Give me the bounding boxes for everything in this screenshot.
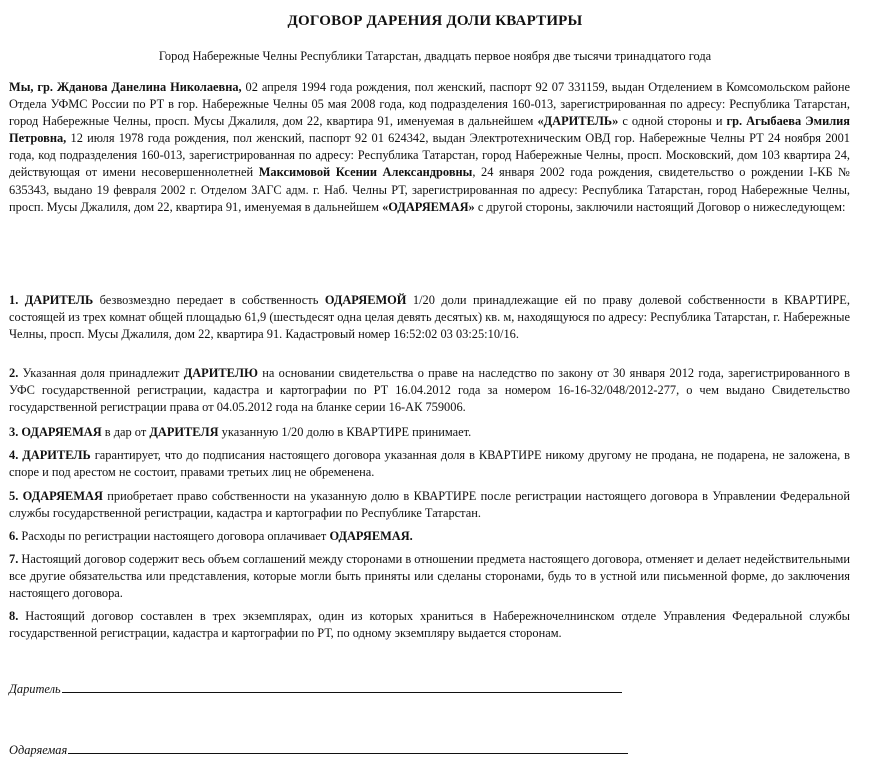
clause-4-number: 4. <box>9 448 19 462</box>
clause-1-text-a: безвозмездно передает в собственность <box>93 293 325 307</box>
clause-3-number: 3. <box>9 425 19 439</box>
clause-2-text-a: Указанная доля принадлежит <box>18 366 184 380</box>
clause-6 <box>9 528 850 545</box>
intro-lead: Мы, <box>9 80 34 94</box>
clause-3-recipient: ОДАРЯЕМАЯ <box>21 425 102 439</box>
donor-name: гр. Жданова Данелина Николаевна, <box>37 80 242 94</box>
clause-6-recipient: ОДАРЯЕМАЯ. <box>329 529 413 543</box>
donor-signature-label: Даритель <box>9 682 61 696</box>
recipient-signature-label: Одаряемая <box>9 743 68 757</box>
clause-5-text: приобретает право собственности на указанную долю в КВАРТИРЕ после регистрации настоящего договора в Управлении Федеральной службы государственной регистрации, кадастра и картографии по Республике Татарстан. <box>9 489 850 521</box>
minor-name: Максимовой Ксении Александровны <box>258 165 473 180</box>
clause-6-text: Расходы по регистрации настоящего договора оплачивает <box>18 529 330 543</box>
clause-2 <box>9 365 850 416</box>
recipient-signature-line <box>68 743 628 754</box>
recipient-details: 12 июля 1978 года рождения, пол женский, паспорт 92 01 624342, выдан Электротехническим ОВД гор. Набережные Челны РТ 24 ноября 2001 года, код подразделения 160-013, зарегистрированная по адресу: Республика Татарстан, город Набережные Челны, просп. Московский, дом 103 квартира 24, действующая от имени несовершеннолетней <box>9 131 850 180</box>
clause-5 <box>9 488 850 522</box>
recipient-name: гр. Агыбаева Эмилия Петровна, <box>9 114 851 146</box>
clause-5-number: 5. <box>9 489 19 503</box>
clause-4 <box>9 447 850 481</box>
clause-1-text-b: 1/20 доли принадлежащие ей по праву долевой собственности в КВАРТИРЕ, состоящей из трех комнат общей площадью 61,9 (шестьдесят одна целая девять десятых) кв. м, находящуюся по адресу: Республика Татарстан, г. Набережные Челны, просп. Мусы Джалиля, дом 22, квартира 91. Кадастровый номер 16:52:02 03 03:25:10/16. <box>9 293 850 342</box>
clause-7 <box>9 551 850 602</box>
clause-1 <box>9 292 850 343</box>
intro-closing: с другой стороны, заключили настоящий Договор о нижеследующем: <box>474 199 846 214</box>
clause-5-recipient: ОДАРЯЕМАЯ <box>22 489 103 503</box>
intro-connector: с одной стороны и <box>618 114 727 129</box>
clause-4-donor: ДАРИТЕЛЬ <box>22 448 91 462</box>
clause-4-text: гарантирует, что до подписания настоящего договора указанная доля в КВАРТИРЕ никому другому не продана, не подарена, не заложена, в споре и под арестом не состоит, правами третьих лиц не обременена. <box>9 448 850 480</box>
clause-6-number: 6. <box>9 529 19 543</box>
clause-1-donor: ДАРИТЕЛЬ <box>24 293 94 307</box>
clause-8-text: Настоящий договор составлен в трех экземплярах, один из которых храниться в Набережночелнинском отделе Управления Федеральной службы государственной регистрации, кадастра и картографии по РТ, по одному экземпляру выдается сторонам. <box>9 609 850 641</box>
clause-8-number: 8. <box>9 609 19 623</box>
clause-1-number: 1. <box>9 293 19 307</box>
donor-role: «ДАРИТЕЛЬ» <box>537 114 619 129</box>
parties-intro <box>9 79 850 216</box>
place-and-date: Город Набережные Челны Республики Татарстан, двадцать первое ноября две тысячи тринадцатого года <box>158 49 712 63</box>
document-title: ДОГОВОР ДАРЕНИЯ ДОЛИ КВАРТИРЫ <box>287 13 583 29</box>
donor-details: 02 апреля 1994 года рождения, пол женский, паспорт 92 07 331159, выдан Отделением в Комсомольском районе Отдела УФМС России по РТ в гор. Набережные Челны 05 мая 2008 года, код подразделения 160-013, зарегистрированная по адресу: Республика Татарстан, город Набережные Челны, просп. Мусы Джалиля, дом 22, квартира 91, именуемая в дальнейшем <box>9 80 851 129</box>
clause-3-text-b: указанную 1/20 долю в КВАРТИРЕ принимает. <box>218 425 472 439</box>
donor-signature-line <box>62 682 622 693</box>
clause-7-number: 7. <box>9 552 19 566</box>
recipient-role: «ОДАРЯЕМАЯ» <box>382 199 475 214</box>
clause-2-text-b: на основании свидетельства о праве на наследство по закону от 30 января 2012 года, зарегистрированного в УФС государственной регистрации, кадастра и картографии по РТ 16.04.2012 года за номером 16-16-32/048/2012-277, о чем выдано Свидетельство государственной регистрации права от 04.05.2012 года на бланке серии 16-АК 759006. <box>9 366 851 415</box>
clause-3-donor: ДАРИТЕЛЯ <box>149 425 219 439</box>
clause-8 <box>9 608 850 642</box>
clause-3 <box>9 424 850 441</box>
clause-7-text: Настоящий договор содержит весь объем соглашений между сторонами в отношении предмета настоящего договора, отменяет и делает недействительными все другие обязательства или представления, которые могли быть приняты или сделаны сторонами, будь то в устной или письменной форме, до заключения настоящего договора. <box>9 552 850 601</box>
clause-3-text-a: в дар от <box>101 425 150 439</box>
clause-2-number: 2. <box>9 366 19 380</box>
clause-2-donor: ДАРИТЕЛЮ <box>183 366 258 380</box>
recipient-signature <box>9 743 628 758</box>
clause-1-recipient: ОДАРЯЕМОЙ <box>324 293 407 307</box>
minor-details: , 24 января 2002 года рождения, свидетельство о рождении I-КБ № 635343, выдано 19 февраля 2002 г. Отделом ЗАГС адм. г. Наб. Челны РТ, зарегистрированная по адресу: Республика Татарстан, город Набережные Челны, просп. Мусы Джалиля, дом 22, квартира 91, именуемая в дальнейшем <box>9 165 850 214</box>
donor-signature <box>9 682 622 697</box>
